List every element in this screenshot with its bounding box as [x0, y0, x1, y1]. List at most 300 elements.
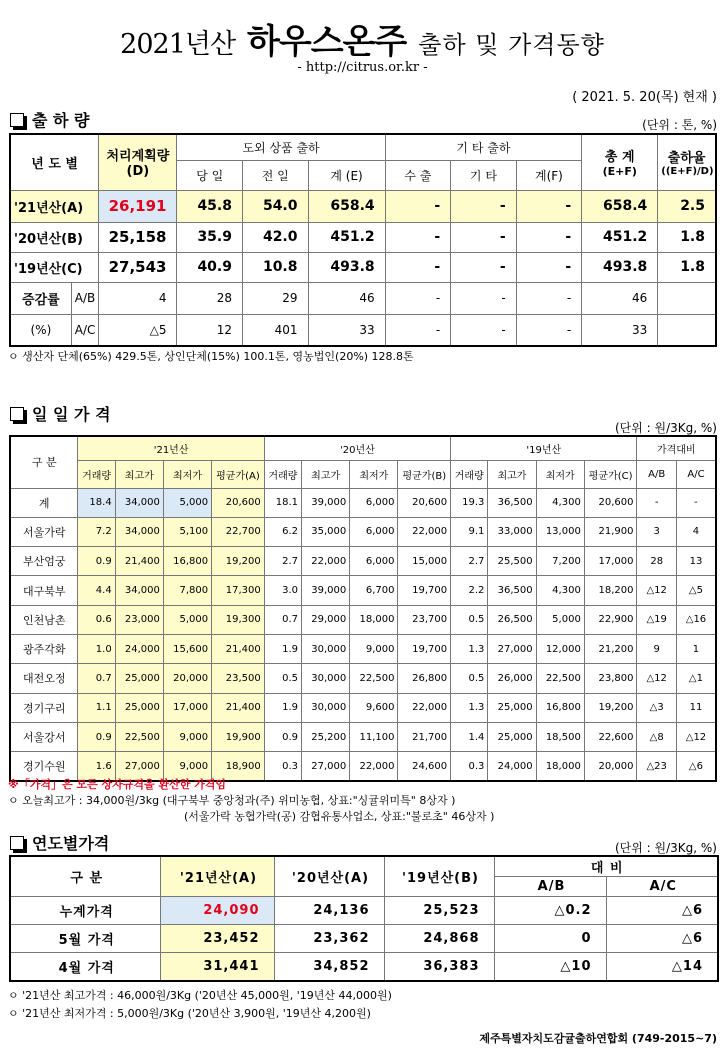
header-col-sum: 계 (E) — [308, 160, 385, 190]
daily-note-red: ※「가격」은 모든 상자규격을 환산한 가격임 — [8, 778, 227, 791]
yearly-cell-b: 34,852 — [274, 953, 384, 981]
daily-cell: △12 — [637, 664, 676, 693]
daily-cell: 1 — [676, 634, 716, 663]
daily-cell: 22,000 — [350, 752, 398, 781]
yearly-title-text: 연도별가격 — [32, 834, 110, 853]
daily-cell: 18.4 — [78, 488, 115, 517]
daily-cell: 18,000 — [350, 605, 398, 634]
yearly-section-title — [10, 831, 109, 854]
cell-f: - — [516, 190, 582, 222]
daily-header-compare: 가격대비 — [637, 436, 716, 460]
yearly-cell-ab: △0.2 — [494, 897, 606, 925]
yearly-note-1: ㅇ '21년산 최고가격 : 46,000원/3Kg ('20년산 45,000원, '19년산 44,000원) — [8, 989, 392, 1002]
cell-total: 493.8 — [582, 252, 658, 282]
daily-cell: 15,600 — [163, 634, 211, 663]
cell-rate: 1.8 — [658, 252, 716, 282]
header-col-prev: 전 일 — [242, 160, 308, 190]
daily-cell: 25,200 — [302, 722, 350, 751]
daily-cell: 20,000 — [163, 664, 211, 693]
daily-cell: 24,000 — [488, 752, 536, 781]
daily-cell: 0.3 — [451, 752, 488, 781]
daily-subheader: 거래량 — [78, 460, 115, 488]
daily-cell: 9,000 — [350, 634, 398, 663]
cell-rate: 2.5 — [658, 190, 716, 222]
daily-cell: 36,500 — [488, 576, 536, 605]
daily-row-label: 계 — [10, 488, 78, 517]
cell-plan: 4 — [99, 282, 177, 314]
cell-sum: 451.2 — [308, 222, 385, 252]
daily-cell: 2.2 — [451, 576, 488, 605]
daily-cell: 23,500 — [212, 664, 265, 693]
daily-subheader: 최고가 — [115, 460, 163, 488]
daily-header-2020: '20년산 — [264, 436, 450, 460]
table-row — [10, 925, 718, 953]
daily-subheader: 거래량 — [264, 460, 301, 488]
daily-cell: 0.9 — [264, 722, 301, 751]
cell-export: - — [385, 314, 451, 346]
table-row — [10, 664, 716, 693]
cell-total: 451.2 — [582, 222, 658, 252]
daily-cell: 26,800 — [398, 664, 451, 693]
daily-header-2021: '21년산 — [78, 436, 264, 460]
daily-cell: 22,900 — [584, 605, 637, 634]
cell-f: - — [516, 282, 582, 314]
cell-plan: 26,191 — [99, 190, 177, 222]
yearly-row-label: 5월 가격 — [10, 925, 160, 953]
daily-row-label: 대전오정 — [10, 664, 78, 693]
header-plan-sub: (D) — [126, 164, 150, 180]
daily-cell: 4,300 — [536, 576, 584, 605]
daily-subheader: 평균가(C) — [584, 460, 637, 488]
daily-cell: 17,000 — [584, 547, 637, 576]
daily-cell: 15,000 — [398, 547, 451, 576]
header-col-f: 계(F) — [516, 160, 582, 190]
daily-subheader: 거래량 — [451, 460, 488, 488]
table-row — [10, 282, 716, 314]
cell-export: - — [385, 252, 451, 282]
yearly-cell-a: 31,441 — [160, 953, 274, 981]
yearly-note-2: ㅇ '21년산 최저가격 : 5,000원/3Kg ('20년산 3,900원, '19년산 4,200원) — [8, 1007, 371, 1020]
table-row — [10, 190, 716, 222]
daily-cell: 3.0 — [264, 576, 301, 605]
daily-section-title — [10, 402, 111, 425]
yearly-header-2021: '21년산(A) — [160, 856, 274, 897]
daily-subheader: 최저가 — [350, 460, 398, 488]
daily-cell: 26,000 — [488, 664, 536, 693]
cell-export: - — [385, 282, 451, 314]
yearly-cell-ac: △14 — [606, 953, 718, 981]
site-url[interactable]: - http://citrus.or.kr - — [297, 60, 428, 75]
header-col-etc: 기 타 — [451, 160, 517, 190]
daily-cell: 1.0 — [78, 634, 115, 663]
header-other: 기 타 출하 — [385, 134, 582, 160]
daily-cell: △19 — [637, 605, 676, 634]
change-label: 증감률 — [10, 282, 71, 314]
cell-sum: 46 — [308, 282, 385, 314]
yearly-cell-b: 24,136 — [274, 897, 384, 925]
yearly-cell-c: 25,523 — [384, 897, 494, 925]
daily-cell: 25,000 — [488, 722, 536, 751]
cell-prev: 42.0 — [242, 222, 308, 252]
daily-subheader: A/B — [637, 460, 676, 488]
daily-cell: 1.6 — [78, 752, 115, 781]
yearly-row-label: 누계가격 — [10, 897, 160, 925]
table-row — [10, 547, 716, 576]
daily-subheader: 최고가 — [302, 460, 350, 488]
title-year: 2021년산 — [120, 29, 236, 60]
daily-cell: 19,200 — [212, 547, 265, 576]
daily-cell: 24,600 — [398, 752, 451, 781]
daily-cell: 19,900 — [212, 722, 265, 751]
daily-cell: 24,000 — [115, 634, 163, 663]
table-row — [10, 722, 716, 751]
daily-cell: 17,000 — [163, 693, 211, 722]
daily-cell: 22,500 — [350, 664, 398, 693]
daily-row-label: 서울강서 — [10, 722, 78, 751]
header-domestic: 도외 상품 출하 — [177, 134, 385, 160]
daily-cell: 18,900 — [212, 752, 265, 781]
daily-cell: 21,700 — [398, 722, 451, 751]
daily-cell: 12,000 — [536, 634, 584, 663]
table-row — [10, 252, 716, 282]
checkbox-icon — [10, 407, 24, 421]
change-row-label: A/C — [71, 314, 98, 346]
daily-cell: 39,000 — [302, 488, 350, 517]
table-row — [10, 634, 716, 663]
daily-cell: 22,000 — [398, 517, 451, 546]
daily-cell: 18,200 — [584, 576, 637, 605]
daily-cell: 0.5 — [264, 664, 301, 693]
yearly-header-ac: A/C — [606, 877, 718, 897]
cell-total: 33 — [582, 314, 658, 346]
daily-cell: 7.2 — [78, 517, 115, 546]
cell-plan: 27,543 — [99, 252, 177, 282]
daily-cell: 22,700 — [212, 517, 265, 546]
daily-cell: 22,000 — [398, 693, 451, 722]
daily-cell: 7,200 — [536, 547, 584, 576]
daily-price-table — [9, 435, 717, 782]
daily-cell: - — [676, 488, 716, 517]
daily-cell: 3 — [637, 517, 676, 546]
daily-cell: △6 — [676, 752, 716, 781]
daily-cell: 20,600 — [398, 488, 451, 517]
yearly-cell-ab: △10 — [494, 953, 606, 981]
header-col-export: 수 출 — [385, 160, 451, 190]
yearly-cell-c: 24,868 — [384, 925, 494, 953]
row-label: '20년산(B) — [10, 222, 99, 252]
daily-cell: 11,100 — [350, 722, 398, 751]
daily-cell: 5,000 — [163, 605, 211, 634]
row-label: '21년산(A) — [10, 190, 99, 222]
checkbox-icon — [10, 113, 24, 127]
daily-cell: 6.2 — [264, 517, 301, 546]
table-row — [10, 488, 716, 517]
daily-cell: 23,000 — [115, 605, 163, 634]
daily-cell: 20,000 — [584, 752, 637, 781]
cell-total: 658.4 — [582, 190, 658, 222]
daily-cell: 19.3 — [451, 488, 488, 517]
daily-header-2019: '19년산 — [451, 436, 637, 460]
daily-row-label: 광주각화 — [10, 634, 78, 663]
daily-cell: 4,300 — [536, 488, 584, 517]
table-row — [10, 897, 718, 925]
daily-cell: 5,000 — [163, 488, 211, 517]
cell-rate — [658, 314, 716, 346]
daily-cell: △12 — [637, 576, 676, 605]
daily-cell: 0.3 — [264, 752, 301, 781]
cell-rate — [658, 282, 716, 314]
daily-cell: 30,000 — [302, 634, 350, 663]
cell-day: 40.9 — [177, 252, 243, 282]
daily-cell: △12 — [676, 722, 716, 751]
cell-prev: 54.0 — [242, 190, 308, 222]
daily-cell: 9 — [637, 634, 676, 663]
table-row — [10, 693, 716, 722]
daily-cell: 4.4 — [78, 576, 115, 605]
cell-etc: - — [451, 314, 517, 346]
header-year: 년 도 별 — [10, 134, 99, 190]
cell-day: 45.8 — [177, 190, 243, 222]
daily-title-text: 일 일 가 격 — [32, 405, 111, 424]
shipment-note: ㅇ 생산자 단체(65%) 429.5톤, 상인단체(15%) 100.1톤, 영농법인(20%) 128.8톤 — [8, 350, 414, 363]
cell-f: - — [516, 222, 582, 252]
daily-cell: 0.7 — [78, 664, 115, 693]
daily-row-label: 대구북부 — [10, 576, 78, 605]
yearly-header-2020: '20년산(A) — [274, 856, 384, 897]
daily-cell: 0.5 — [451, 605, 488, 634]
daily-cell: 9,000 — [163, 752, 211, 781]
header-total — [582, 134, 658, 190]
title-sub: 출하 및 가격동향 — [418, 31, 605, 59]
daily-cell: 0.9 — [78, 547, 115, 576]
daily-subheader: 평균가(B) — [398, 460, 451, 488]
yearly-row-label: 4월 가격 — [10, 953, 160, 981]
daily-cell: 36,500 — [488, 488, 536, 517]
table-row — [10, 222, 716, 252]
daily-cell: 2.7 — [264, 547, 301, 576]
cell-etc: - — [451, 252, 517, 282]
yearly-cell-b: 23,362 — [274, 925, 384, 953]
cell-prev: 29 — [242, 282, 308, 314]
daily-cell: 1.1 — [78, 693, 115, 722]
daily-cell: 19,700 — [398, 634, 451, 663]
yearly-cell-ac: △6 — [606, 925, 718, 953]
daily-cell: 22,500 — [536, 664, 584, 693]
daily-cell: 0.6 — [78, 605, 115, 634]
daily-subheader: 최저가 — [536, 460, 584, 488]
daily-cell: 34,000 — [115, 488, 163, 517]
row-label: '19년산(C) — [10, 252, 99, 282]
yearly-price-table — [9, 855, 719, 982]
daily-row-label: 경기수원 — [10, 752, 78, 781]
shipment-table — [9, 133, 717, 347]
header-plan — [99, 134, 177, 190]
daily-cell: 1.9 — [264, 634, 301, 663]
checkbox-icon — [10, 836, 24, 850]
daily-cell: 16,800 — [163, 547, 211, 576]
daily-cell: 4 — [676, 517, 716, 546]
daily-cell: 19,200 — [584, 693, 637, 722]
daily-cell: △8 — [637, 722, 676, 751]
change-row-label: A/B — [71, 282, 98, 314]
daily-cell: 20,600 — [584, 488, 637, 517]
daily-cell: 34,000 — [115, 576, 163, 605]
daily-cell: 0.9 — [78, 722, 115, 751]
daily-cell: △5 — [676, 576, 716, 605]
cell-export: - — [385, 190, 451, 222]
header-rate-sub: ((E+F)/D) — [661, 166, 714, 178]
header-plan-label: 처리계획량 — [106, 149, 170, 165]
daily-cell: 1.3 — [451, 634, 488, 663]
daily-note-1: ㅇ 오늘최고가 : 34,000원/3kg (대구북부 중앙청과(주) 위미농협, 상표:"싱귤위미특" 8상자 ) — [8, 794, 456, 807]
daily-cell: 22,600 — [584, 722, 637, 751]
shipment-section-title — [10, 108, 90, 131]
daily-cell: 21,400 — [212, 634, 265, 663]
header-col-day: 당 일 — [177, 160, 243, 190]
daily-note-2: (서울가락 농협가락(공) 감협유통사업소, 상표:"불로초" 46상자 ) — [184, 810, 495, 823]
table-row — [10, 314, 716, 346]
daily-cell: 5,100 — [163, 517, 211, 546]
daily-subheader: 최고가 — [488, 460, 536, 488]
cell-sum: 493.8 — [308, 252, 385, 282]
daily-cell: 29,000 — [302, 605, 350, 634]
daily-cell: 1.3 — [451, 693, 488, 722]
daily-cell: 1.9 — [264, 693, 301, 722]
daily-cell: - — [637, 488, 676, 517]
cell-plan: △5 — [99, 314, 177, 346]
cell-rate: 1.8 — [658, 222, 716, 252]
daily-cell: 9.1 — [451, 517, 488, 546]
shipment-unit: (단위 : 톤, %) — [642, 118, 717, 132]
yearly-cell-ac: △6 — [606, 897, 718, 925]
daily-cell: 25,000 — [488, 693, 536, 722]
daily-cell: 0.5 — [451, 664, 488, 693]
daily-cell: 21,200 — [584, 634, 637, 663]
daily-cell: 20,600 — [212, 488, 265, 517]
daily-unit: (단위 : 원/3Kg, %) — [614, 421, 717, 435]
cell-plan: 25,158 — [99, 222, 177, 252]
cell-day: 35.9 — [177, 222, 243, 252]
daily-cell: 26,500 — [488, 605, 536, 634]
daily-cell: 21,900 — [584, 517, 637, 546]
daily-cell: 19,300 — [212, 605, 265, 634]
daily-cell: 27,000 — [115, 752, 163, 781]
daily-cell: 39,000 — [302, 576, 350, 605]
daily-cell: △1 — [676, 664, 716, 693]
daily-cell: △3 — [637, 693, 676, 722]
cell-f: - — [516, 252, 582, 282]
cell-etc: - — [451, 190, 517, 222]
daily-cell: △16 — [676, 605, 716, 634]
daily-cell: 22,500 — [115, 722, 163, 751]
cell-total: 46 — [582, 282, 658, 314]
cell-sum: 658.4 — [308, 190, 385, 222]
yearly-header-ab: A/B — [494, 877, 606, 897]
daily-cell: 35,000 — [302, 517, 350, 546]
daily-subheader: A/C — [676, 460, 716, 488]
daily-cell: 16,800 — [536, 693, 584, 722]
daily-cell: 1.4 — [451, 722, 488, 751]
daily-cell: 28 — [637, 547, 676, 576]
daily-row-label: 서울가락 — [10, 517, 78, 546]
table-row — [10, 517, 716, 546]
cell-etc: - — [451, 282, 517, 314]
daily-cell: 19,700 — [398, 576, 451, 605]
daily-cell: 6,000 — [350, 488, 398, 517]
table-row — [10, 953, 718, 981]
daily-cell: 23,700 — [398, 605, 451, 634]
daily-cell: △23 — [637, 752, 676, 781]
shipment-title-text: 출 하 량 — [32, 111, 90, 130]
daily-cell: 22,000 — [302, 547, 350, 576]
daily-cell: 21,400 — [115, 547, 163, 576]
daily-cell: 27,000 — [488, 634, 536, 663]
daily-cell: 34,000 — [115, 517, 163, 546]
yearly-header-2019: '19년산(B) — [384, 856, 494, 897]
daily-row-label: 인천남촌 — [10, 605, 78, 634]
yearly-unit: (단위 : 원/3Kg, %) — [614, 841, 717, 855]
report-date: ( 2021. 5. 20(목) 현재 ) — [572, 90, 717, 105]
daily-cell: 23,800 — [584, 664, 637, 693]
daily-cell: 30,000 — [302, 664, 350, 693]
daily-cell: 30,000 — [302, 693, 350, 722]
yearly-cell-ab: 0 — [494, 925, 606, 953]
cell-day: 12 — [177, 314, 243, 346]
cell-day: 28 — [177, 282, 243, 314]
header-rate-label: 출하율 — [667, 151, 706, 167]
yearly-cell-a: 23,452 — [160, 925, 274, 953]
daily-cell: 13 — [676, 547, 716, 576]
yearly-cell-c: 36,383 — [384, 953, 494, 981]
daily-cell: 18.1 — [264, 488, 301, 517]
yearly-cell-a: 24,090 — [160, 897, 274, 925]
daily-cell: 6,000 — [350, 517, 398, 546]
daily-subheader: 평균가(A) — [212, 460, 265, 488]
daily-subheader: 최저가 — [163, 460, 211, 488]
daily-cell: 17,300 — [212, 576, 265, 605]
daily-cell: 5,000 — [536, 605, 584, 634]
daily-cell: 18,500 — [536, 722, 584, 751]
cell-etc: - — [451, 222, 517, 252]
page-title — [0, 14, 725, 63]
cell-prev: 401 — [242, 314, 308, 346]
daily-cell: 18,000 — [536, 752, 584, 781]
table-row — [10, 576, 716, 605]
daily-cell: 27,000 — [302, 752, 350, 781]
daily-row-label: 부산엄궁 — [10, 547, 78, 576]
cell-sum: 33 — [308, 314, 385, 346]
header-total-label: 총 계 — [604, 150, 635, 166]
daily-cell: 6,000 — [350, 547, 398, 576]
daily-cell: 2.7 — [451, 547, 488, 576]
daily-cell: 9,600 — [350, 693, 398, 722]
daily-cell: 25,500 — [488, 547, 536, 576]
daily-cell: 7,800 — [163, 576, 211, 605]
daily-header-group: 구 분 — [10, 436, 78, 488]
daily-cell: 25,000 — [115, 693, 163, 722]
yearly-header-group: 구 분 — [10, 856, 160, 897]
header-total-sub: (E+F) — [602, 165, 637, 179]
cell-export: - — [385, 222, 451, 252]
header-rate — [658, 134, 716, 190]
cell-f: - — [516, 314, 582, 346]
daily-row-label: 경기구리 — [10, 693, 78, 722]
daily-cell: 9,000 — [163, 722, 211, 751]
daily-cell: 21,400 — [212, 693, 265, 722]
footer: 제주특별자치도감귤출하연합회 (749-2015~7) — [479, 1032, 717, 1045]
table-row — [10, 605, 716, 634]
cell-prev: 10.8 — [242, 252, 308, 282]
